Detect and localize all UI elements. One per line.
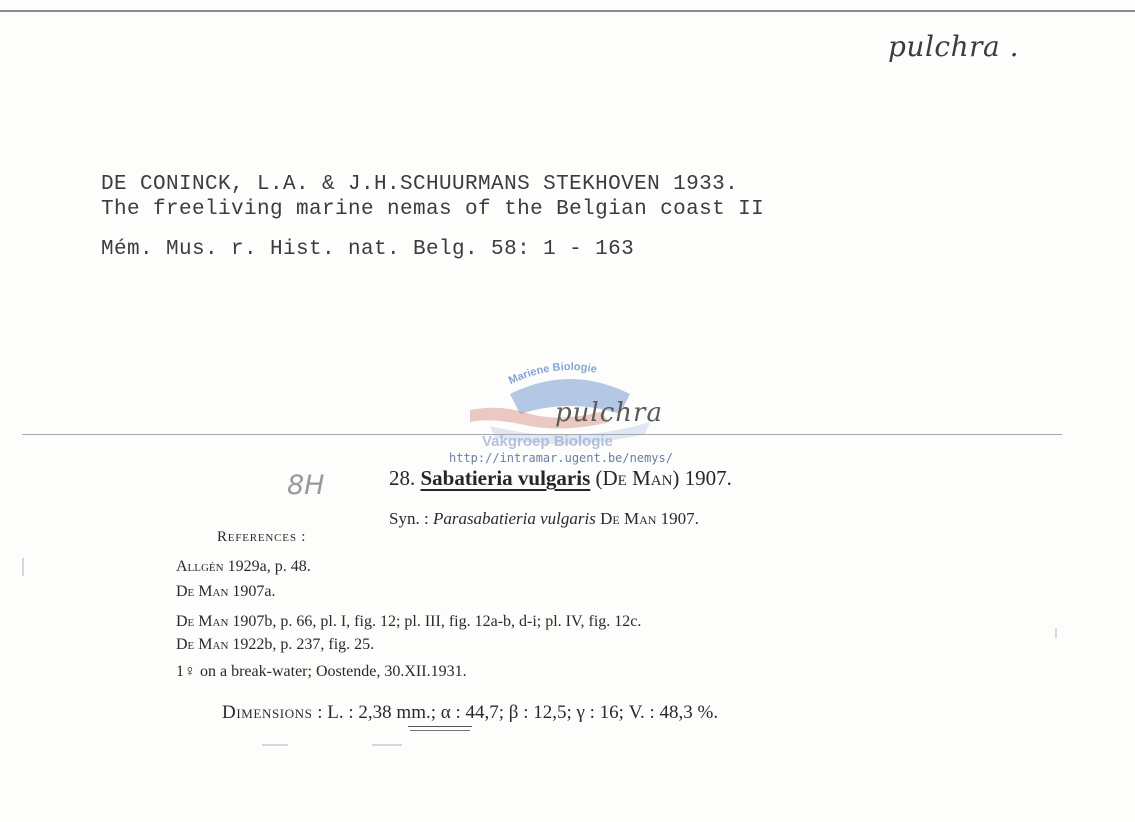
handwritten-note-top: pulchra .: [888, 30, 1020, 63]
watermark-url: http://intramar.ugent.be/nemys/: [449, 451, 673, 465]
reference-text: 1929a, p. 48.: [227, 558, 311, 575]
watermark-arc-text: Mariene Biologie: [506, 360, 598, 388]
entry-heading: [389, 466, 732, 491]
reference-author: Allgén: [176, 558, 224, 575]
reference-text: 1922b, p. 237, fig. 25.: [232, 636, 375, 653]
entry-number: 28.: [389, 466, 416, 490]
pencil-number: 8H: [287, 470, 325, 501]
reference-text: 1907b, p. 66, pl. I, fig. 12; pl. III, fig. 12a-b, d-i; pl. IV, fig. 12c.: [232, 613, 642, 630]
references-label: References :: [217, 529, 307, 545]
handwritten-note-middle: pulchra: [555, 398, 663, 428]
entry-species: Sabatieria vulgaris: [420, 466, 591, 490]
scan-mark: [1055, 628, 1057, 638]
reference-author: De Man: [176, 583, 229, 600]
reference-item: [176, 636, 374, 654]
specimen-line: 1♀ on a break-water; Oostende, 30.XII.1931.: [176, 663, 467, 680]
typed-title-line: The freeliving marine nemas of the Belgian coast II: [101, 198, 765, 221]
synonym-label: Syn. :: [389, 509, 429, 528]
watermark-bottom-text: Vakgroep Biologie: [482, 433, 613, 450]
handwritten-underline: [408, 726, 472, 727]
synonym-author: De Man 1907.: [600, 509, 699, 528]
reference-item: [176, 583, 276, 601]
dimensions-label: Dimensions: [222, 702, 313, 723]
entry-year: 1907.: [684, 466, 732, 490]
reference-author: De Man: [176, 613, 229, 630]
scan-mark: [262, 744, 288, 746]
handwritten-underline: [410, 730, 470, 731]
synonym-line: [389, 509, 699, 529]
reference-item: [176, 558, 311, 576]
dimensions-values: : L. : 2,38 mm.; α : 44,7; β : 12,5; γ : 16; V. : 48,3 %.: [317, 702, 719, 723]
reference-item: [176, 613, 641, 631]
typed-journal-line: Mém. Mus. r. Hist. nat. Belg. 58: 1 - 163: [101, 238, 635, 261]
dimensions-line: [222, 702, 718, 724]
scan-mark: [372, 744, 402, 746]
reference-text: 1907a.: [232, 583, 276, 600]
typed-authors-line: DE CONINCK, L.A. & J.H.SCHUURMANS STEKHOVEN 1933.: [101, 173, 739, 196]
entry-author: (De Man): [595, 466, 680, 490]
scan-mark: [22, 558, 24, 576]
top-border-line: [0, 10, 1135, 12]
reference-author: De Man: [176, 636, 229, 653]
synonym-species: Parasabatieria vulgaris: [432, 509, 596, 528]
